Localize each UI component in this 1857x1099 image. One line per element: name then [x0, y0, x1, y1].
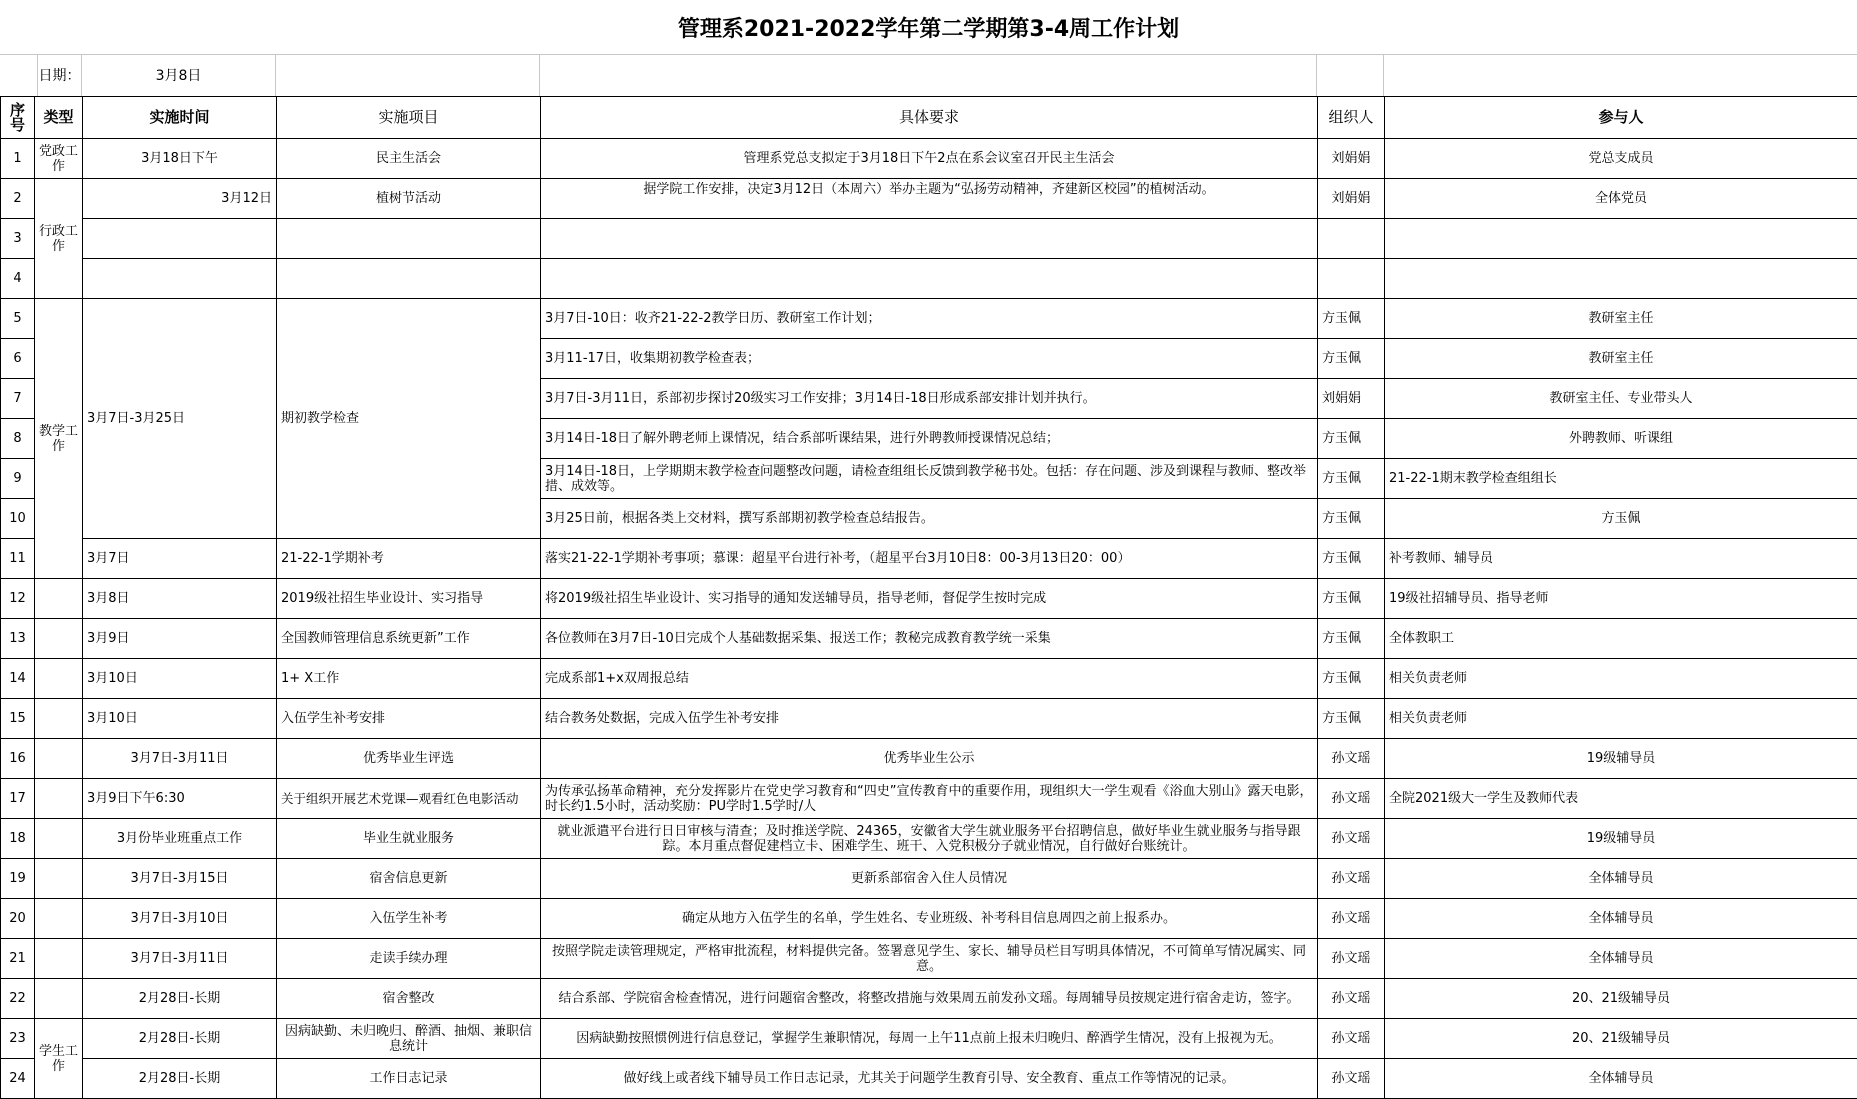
item-cell[interactable]: 毕业生就业服务: [277, 819, 541, 859]
header-requirement: 具体要求: [541, 97, 1318, 139]
organizer-cell[interactable]: 方玉佩: [1318, 299, 1385, 339]
organizer-cell[interactable]: 孙文瑶: [1318, 899, 1385, 939]
organizer-cell[interactable]: 孙文瑶: [1318, 1019, 1385, 1059]
organizer-cell[interactable]: 孙文瑶: [1318, 739, 1385, 779]
header-participants: 参与人: [1385, 97, 1857, 139]
type-cell[interactable]: 教学工作: [35, 299, 83, 579]
requirement-cell[interactable]: 3月25日前，根据各类上交材料，撰写系部期初教学检查总结报告。: [541, 499, 1318, 539]
table-row: [1, 619, 1857, 659]
time-cell[interactable]: 3月8日: [83, 579, 277, 619]
table-row: [1, 139, 1857, 179]
organizer-cell[interactable]: [1318, 219, 1385, 259]
time-cell[interactable]: 2月28日-长期: [83, 1059, 277, 1099]
time-cell[interactable]: 3月18日下午: [83, 139, 277, 179]
organizer-cell[interactable]: 方玉佩: [1318, 659, 1385, 699]
requirement-cell[interactable]: 据学院工作安排，决定3月12日（本周六）举办主题为“弘扬劳动精神，齐建新区校园”的植树活动。: [541, 179, 1318, 219]
seq-cell[interactable]: 15: [1, 699, 35, 739]
header-type: 类型: [35, 97, 83, 139]
work-plan-table: [0, 96, 1857, 1099]
participants-cell[interactable]: 外聘教师、听课组: [1385, 419, 1857, 459]
seq-cell[interactable]: 10: [1, 499, 35, 539]
item-cell[interactable]: 优秀毕业生评选: [277, 739, 541, 779]
seq-cell[interactable]: 20: [1, 899, 35, 939]
requirement-cell[interactable]: [541, 219, 1318, 259]
item-cell[interactable]: 21-22-1学期补考: [277, 539, 541, 579]
organizer-cell[interactable]: 方玉佩: [1318, 499, 1385, 539]
requirement-cell[interactable]: [1318, 259, 1385, 299]
requirement-cell[interactable]: 按照学院走读管理规定，严格审批流程，材料提供完备。签署意见学生、家长、辅导员栏目写明具体情况，不可简单写情况属实、同意。: [541, 939, 1318, 979]
organizer-cell[interactable]: 方玉佩: [1318, 419, 1385, 459]
seq-cell[interactable]: 1: [1, 139, 35, 179]
participants-cell[interactable]: 教研室主任、专业带头人: [1385, 379, 1857, 419]
organizer-cell[interactable]: 方玉佩: [1318, 539, 1385, 579]
participants-cell[interactable]: 全体辅导员: [1385, 859, 1857, 899]
type-cell[interactable]: [35, 899, 83, 939]
table-row: [1, 699, 1857, 739]
item-cell[interactable]: [541, 259, 1318, 299]
participants-cell[interactable]: 全院2021级大一学生及教师代表: [1385, 779, 1857, 819]
requirement-cell[interactable]: 完成系部1+x双周报总结: [541, 659, 1318, 699]
time-cell[interactable]: 3月7日-3月15日: [83, 859, 277, 899]
organizer-cell[interactable]: 方玉佩: [1318, 339, 1385, 379]
header-item: 实施项目: [277, 97, 541, 139]
time-cell[interactable]: 3月7日-3月11日: [83, 739, 277, 779]
requirement-cell[interactable]: 3月11-17日，收集期初教学检查表；: [541, 339, 1318, 379]
organizer-cell[interactable]: 孙文瑶: [1318, 819, 1385, 859]
item-cell[interactable]: 工作日志记录: [277, 1059, 541, 1099]
item-cell[interactable]: 民主生活会: [277, 139, 541, 179]
seq-cell[interactable]: 7: [1, 379, 35, 419]
participants-cell[interactable]: 21-22-1期末教学检查组组长: [1385, 459, 1857, 499]
item-cell[interactable]: 期初教学检查: [277, 299, 541, 539]
table-row: [1, 1019, 1857, 1059]
organizer-cell[interactable]: 方玉佩: [1318, 619, 1385, 659]
table-row: [1, 979, 1857, 1019]
requirement-cell[interactable]: 结合系部、学院宿舍检查情况，进行问题宿舍整改，将整改措施与效果周五前发孙文瑶。每周辅导员按规定进行宿舍走访，签字。: [541, 979, 1318, 1019]
item-cell[interactable]: 关于组织开展艺术党课—观看红色电影活动: [277, 779, 541, 819]
seq-cell[interactable]: 11: [1, 539, 35, 579]
time-cell[interactable]: 3月7日-3月10日: [83, 899, 277, 939]
organizer-cell[interactable]: 孙文瑶: [1318, 859, 1385, 899]
table-row: [1, 219, 1857, 259]
seq-cell[interactable]: 23: [1, 1019, 35, 1059]
table-row: [1, 259, 1857, 299]
organizer-cell[interactable]: 孙文瑶: [1318, 1059, 1385, 1099]
table-row: [1, 1059, 1857, 1099]
seq-cell[interactable]: 21: [1, 939, 35, 979]
type-cell[interactable]: [35, 739, 83, 779]
type-cell[interactable]: [35, 979, 83, 1019]
header-seq: 序号: [1, 97, 35, 139]
requirement-cell[interactable]: 3月7日-10日：收齐21-22-2教学日历、教研室工作计划；: [541, 299, 1318, 339]
type-cell[interactable]: [35, 619, 83, 659]
type-cell[interactable]: [35, 699, 83, 739]
participants-cell[interactable]: [1385, 219, 1857, 259]
sheet-title: 管理系2021-2022学年第二学期第3-4周工作计划: [0, 0, 1857, 55]
organizer-cell[interactable]: 方玉佩: [1318, 579, 1385, 619]
time-cell[interactable]: 3月7日-3月25日: [83, 299, 277, 539]
seq-cell[interactable]: 9: [1, 459, 35, 499]
seq-cell[interactable]: 17: [1, 779, 35, 819]
participants-cell[interactable]: 全体辅导员: [1385, 1059, 1857, 1099]
time-cell[interactable]: 3月10日: [83, 659, 277, 699]
time-cell[interactable]: 3月10日: [83, 699, 277, 739]
item-cell[interactable]: 因病缺勤、未归晚归、醉酒、抽烟、兼职信息统计: [277, 1019, 541, 1059]
organizer-cell[interactable]: 方玉佩: [1318, 459, 1385, 499]
item-cell[interactable]: 走读手续办理: [277, 939, 541, 979]
table-row: [1, 659, 1857, 699]
organizer-cell[interactable]: 孙文瑶: [1318, 939, 1385, 979]
participants-cell[interactable]: 党总支成员: [1385, 139, 1857, 179]
seq-cell[interactable]: 19: [1, 859, 35, 899]
time-cell[interactable]: 3月12日: [83, 179, 277, 219]
type-cell[interactable]: [35, 579, 83, 619]
type-cell[interactable]: 行政工作: [35, 179, 83, 299]
date-row: [0, 54, 1857, 97]
item-cell[interactable]: 入伍学生补考安排: [277, 699, 541, 739]
type-cell[interactable]: [83, 259, 277, 299]
time-cell[interactable]: 3月9日下午6:30: [83, 779, 277, 819]
participants-cell[interactable]: 19级社招辅导员、指导老师: [1385, 579, 1857, 619]
organizer-cell[interactable]: 方玉佩: [1318, 699, 1385, 739]
type-cell[interactable]: [35, 859, 83, 899]
type-cell[interactable]: [35, 939, 83, 979]
participants-cell[interactable]: 全体辅导员: [1385, 939, 1857, 979]
organizer-cell[interactable]: 刘娟娟: [1318, 179, 1385, 219]
seq-cell[interactable]: 14: [1, 659, 35, 699]
participants-cell[interactable]: 方玉佩: [1385, 499, 1857, 539]
seq-cell[interactable]: 2: [1, 179, 35, 219]
time-cell[interactable]: 2月28日-长期: [83, 979, 277, 1019]
seq-cell[interactable]: 24: [1, 1059, 35, 1099]
item-cell[interactable]: 全国教师管理信息系统更新”工作: [277, 619, 541, 659]
requirement-cell[interactable]: 结合教务处数据，完成入伍学生补考安排: [541, 699, 1318, 739]
item-cell[interactable]: 1+ X工作: [277, 659, 541, 699]
participants-cell[interactable]: 20、21级辅导员: [1385, 1019, 1857, 1059]
participants-cell[interactable]: 全体党员: [1385, 179, 1857, 219]
type-cell[interactable]: 党政工作: [35, 139, 83, 179]
organizer-cell[interactable]: 孙文瑶: [1318, 779, 1385, 819]
table-row: [1, 859, 1857, 899]
header-time: 实施时间: [83, 97, 277, 139]
item-cell[interactable]: 植树节活动: [277, 179, 541, 219]
requirement-cell[interactable]: 因病缺勤按照惯例进行信息登记，掌握学生兼职情况，每周一上午11点前上报未归晚归、醉酒学生情况，没有上报视为无。: [541, 1019, 1318, 1059]
participants-cell[interactable]: 相关负责老师: [1385, 659, 1857, 699]
item-cell[interactable]: 2019级社招生毕业设计、实习指导: [277, 579, 541, 619]
time-cell[interactable]: [83, 219, 277, 259]
requirement-cell[interactable]: 3月7日-3月11日，系部初步探讨20级实习工作安排；3月14日-18日形成系部安排计划并执行。: [541, 379, 1318, 419]
table-row: [1, 819, 1857, 859]
item-cell[interactable]: 宿舍整改: [277, 979, 541, 1019]
type-cell[interactable]: [35, 779, 83, 819]
seq-cell[interactable]: 3: [1, 219, 35, 259]
requirement-cell[interactable]: 将2019级社招生毕业设计、实习指导的通知发送辅导员，指导老师，督促学生按时完成: [541, 579, 1318, 619]
requirement-cell[interactable]: 各位教师在3月7日-10日完成个人基础数据采集、报送工作；教秘完成教育教学统一采集: [541, 619, 1318, 659]
organizer-cell[interactable]: [1385, 259, 1857, 299]
table-row: [1, 939, 1857, 979]
table-row: [1, 899, 1857, 939]
date-label: 日期：: [38, 54, 82, 96]
participants-cell[interactable]: 补考教师、辅导员: [1385, 539, 1857, 579]
item-cell[interactable]: [277, 219, 541, 259]
time-cell[interactable]: 3月7日: [83, 539, 277, 579]
type-cell[interactable]: 学生工作: [35, 1019, 83, 1099]
table-row: [1, 739, 1857, 779]
participants-cell[interactable]: 全体教职工: [1385, 619, 1857, 659]
organizer-cell[interactable]: 刘娟娟: [1318, 139, 1385, 179]
table-row: [1, 779, 1857, 819]
table-row: [1, 179, 1857, 219]
seq-cell[interactable]: 5: [1, 299, 35, 339]
time-cell[interactable]: 3月7日-3月11日: [83, 939, 277, 979]
participants-cell[interactable]: 教研室主任: [1385, 339, 1857, 379]
requirement-cell[interactable]: 落实21-22-1学期补考事项；慕课：超星平台进行补考，（超星平台3月10日8：00-3月13日20：00）: [541, 539, 1318, 579]
seq-cell[interactable]: 12: [1, 579, 35, 619]
requirement-cell[interactable]: 更新系部宿舍入住人员情况: [541, 859, 1318, 899]
item-cell[interactable]: 宿舍信息更新: [277, 859, 541, 899]
time-cell[interactable]: 3月份毕业班重点工作: [83, 819, 277, 859]
time-cell[interactable]: 3月9日: [83, 619, 277, 659]
participants-cell[interactable]: 19级辅导员: [1385, 739, 1857, 779]
organizer-cell[interactable]: 孙文瑶: [1318, 979, 1385, 1019]
seq-cell[interactable]: 13: [1, 619, 35, 659]
seq-cell[interactable]: 4: [1, 259, 35, 299]
time-cell[interactable]: 2月28日-长期: [83, 1019, 277, 1059]
header-row: [1, 97, 1857, 139]
participants-cell[interactable]: 相关负责老师: [1385, 699, 1857, 739]
seq-cell[interactable]: 16: [1, 739, 35, 779]
table-row: [1, 299, 1857, 339]
participants-cell[interactable]: 20、21级辅导员: [1385, 979, 1857, 1019]
organizer-cell[interactable]: 刘娟娟: [1318, 379, 1385, 419]
requirement-cell[interactable]: 3月14日-18日，上学期期末教学检查问题整改问题，请检查组组长反馈到教学秘书处。包括：存在问题、涉及到课程与教师、整改举措、成效等。: [541, 459, 1318, 499]
table-row: [1, 539, 1857, 579]
participants-cell[interactable]: 教研室主任: [1385, 299, 1857, 339]
header-organizer: 组织人: [1318, 97, 1385, 139]
type-cell[interactable]: [35, 819, 83, 859]
seq-cell[interactable]: 6: [1, 339, 35, 379]
requirement-cell[interactable]: 优秀毕业生公示: [541, 739, 1318, 779]
participants-cell[interactable]: 19级辅导员: [1385, 819, 1857, 859]
requirement-cell[interactable]: 确定从地方入伍学生的名单，学生姓名、专业班级、补考科目信息周四之前上报系办。: [541, 899, 1318, 939]
table-row: [1, 579, 1857, 619]
requirement-cell[interactable]: 管理系党总支拟定于3月18日下午2点在系会议室召开民主生活会: [541, 139, 1318, 179]
participants-cell[interactable]: 全体辅导员: [1385, 899, 1857, 939]
seq-cell[interactable]: 18: [1, 819, 35, 859]
seq-cell[interactable]: 8: [1, 419, 35, 459]
requirement-cell[interactable]: 3月14日-18日了解外聘老师上课情况，结合系部听课结果，进行外聘教师授课情况总结；: [541, 419, 1318, 459]
seq-cell[interactable]: 22: [1, 979, 35, 1019]
requirement-cell[interactable]: 做好线上或者线下辅导员工作日志记录，尤其关于问题学生教育引导、安全教育、重点工作等情况的记录。: [541, 1059, 1318, 1099]
type-cell[interactable]: [35, 659, 83, 699]
item-cell[interactable]: 入伍学生补考: [277, 899, 541, 939]
time-cell[interactable]: [277, 259, 541, 299]
date-value[interactable]: 3月8日: [82, 54, 276, 96]
requirement-cell[interactable]: 就业派遣平台进行日日审核与清查；及时推送学院、24365，安徽省大学生就业服务平台招聘信息，做好毕业生就业服务与指导跟踪。本月重点督促建档立卡、困难学生、班干、入党积极分子就业情况，自行做好台账统计。: [541, 819, 1318, 859]
requirement-cell[interactable]: 为传承弘扬革命精神，充分发挥影片在党史学习教育和“四史”宣传教育中的重要作用，现组织大一学生观看《浴血大别山》露天电影，时长约1.5小时，活动奖励：PU学时1.5学时/人: [541, 779, 1318, 819]
